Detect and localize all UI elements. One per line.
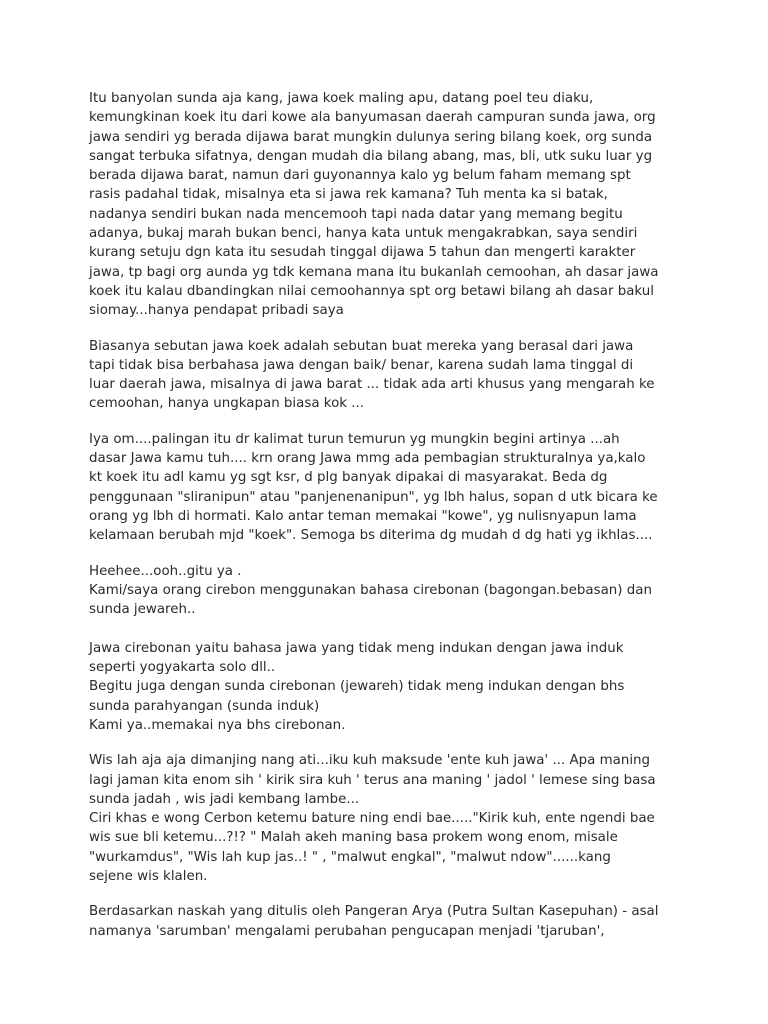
text-line: namanya 'sarumban' mengalami perubahan pengucapan menjadi 'tjaruban', <box>89 923 605 939</box>
text-line: kemungkinan koek itu dari kowe ala banyumasan daerah campuran sunda jawa, org <box>89 110 656 126</box>
text-line: sejene wis klalen. <box>89 868 208 884</box>
text-line: Kami/saya orang cirebon menggunakan bahasa cirebonan (bagongan.bebasan) dan <box>89 582 652 598</box>
text-line: kt koek itu adl kamu yg sgt ksr, d plg banyak dipakai di masyarakat. Beda dg <box>89 470 608 486</box>
paragraph <box>89 902 689 941</box>
text-line: berada dijawa barat, namun dari guyonannya kalo yg belum faham memang spt <box>89 168 631 184</box>
text-line: tapi tidak bisa berbahasa jawa dengan baik/ benar, karena sudah lama tinggal di <box>89 357 634 373</box>
text-line: Wis lah aja aja dimanjing nang ati...iku kuh maksude 'ente kuh jawa' ... Apa maning <box>89 753 651 769</box>
text-line: wis sue bli ketemu...?!? " Malah akeh maning basa prokem wong enom, misale <box>89 830 618 846</box>
text-line: sunda jewareh.. <box>89 602 196 618</box>
text-line: koek itu kalau dbandingkan nilai cemoohannya spt org betawi bilang ah dasar bakul <box>89 283 654 299</box>
text-line: Heehee...ooh..gitu ya . <box>89 563 242 579</box>
text-line: siomay...hanya pendapat pribadi saya <box>89 303 344 319</box>
text-line: Iya om....palingan itu dr kalimat turun temurun yg mungkin begini artinya ...ah <box>89 431 620 447</box>
text-line: dasar Jawa kamu tuh.... krn orang Jawa mmg ada pembagian strukturalnya ya,kalo <box>89 451 646 467</box>
text-line: kelamaan berubah mjd "koek". Semoga bs diterima dg mudah d dg hati yg ikhlas.... <box>89 528 653 544</box>
text-line: rasis padahal tidak, misalnya eta si jawa rek kamana? Tuh menta ka si batak, <box>89 187 608 203</box>
text-line: adanya, bukaj marah bukan benci, hanya kata untuk mengakrabkan, saya sendiri <box>89 226 638 242</box>
text-line: Itu banyolan sunda aja kang, jawa koek maling apu, datang poel teu diaku, <box>89 91 594 106</box>
text-line: Ciri khas e wong Cerbon ketemu bature ning endi bae....."Kirik kuh, ente ngendi bae <box>89 811 655 827</box>
text-line: sunda jadah , wis jadi kembang lambe... <box>89 791 360 807</box>
text-line: Biasanya sebutan jawa koek adalah sebutan buat mereka yang berasal dari jawa <box>89 338 634 354</box>
text-line: nadanya sendiri bukan nada mencemooh tapi nada datar yang memang begitu <box>89 206 623 222</box>
paragraph <box>89 337 689 414</box>
text-line: jawa sendiri yg berada dijawa barat mungkin dulunya sering bilang koek, org sunda <box>89 129 653 145</box>
paragraph <box>89 89 689 321</box>
text-line: seperti yogyakarta solo dll.. <box>89 660 276 676</box>
text-line: sangat terbuka sifatnya, dengan mudah dia bilang abang, mas, bli, utk suku luar yg <box>89 148 653 164</box>
paragraph <box>89 562 689 736</box>
text-line: luar daerah jawa, misalnya di jawa barat ... tidak ada arti khusus yang mengarah ke <box>89 377 655 393</box>
text-line: kurang setuju dgn kata itu sesudah tinggal dijawa 5 tahun dan mengerti karakter <box>89 245 636 261</box>
blank-line <box>89 619 689 638</box>
text-line: "wurkamdus", "Wis lah kup jas..! " , "malwut engkal", "malwut ndow"......kang <box>89 849 611 865</box>
text-line: Kami ya..memakai nya bhs cirebonan. <box>89 717 346 733</box>
text-line: penggunaan "sliranipun" atau "panjenenanipun", yg lbh halus, sopan d utk bicara ke <box>89 489 658 505</box>
text-line: Begitu juga dengan sunda cirebonan (jewareh) tidak meng indukan dengan bhs <box>89 679 625 695</box>
text-line: lagi jaman kita enom sih ' kirik sira kuh ' terus ana maning ' jadol ' lemese sing basa <box>89 772 656 788</box>
text-line: Jawa cirebonan yaitu bahasa jawa yang tidak meng indukan dengan jawa induk <box>89 640 624 656</box>
text-line: jawa, tp bagi org aunda yg tdk kemana mana itu bukanlah cemoohan, ah dasar jawa <box>89 264 659 280</box>
text-line: cemoohan, hanya ungkapan biasa kok ... <box>89 396 365 412</box>
paragraph <box>89 430 689 546</box>
paragraph <box>89 751 689 886</box>
text-line: sunda parahyangan (sunda induk) <box>89 698 320 714</box>
document-body <box>89 89 689 957</box>
text-line: orang yg lbh di hormati. Kalo antar teman memakai "kowe", yg nulisnyapun lama <box>89 508 637 524</box>
text-line: Berdasarkan naskah yang ditulis oleh Pangeran Arya (Putra Sultan Kasepuhan) - asal <box>89 904 659 920</box>
